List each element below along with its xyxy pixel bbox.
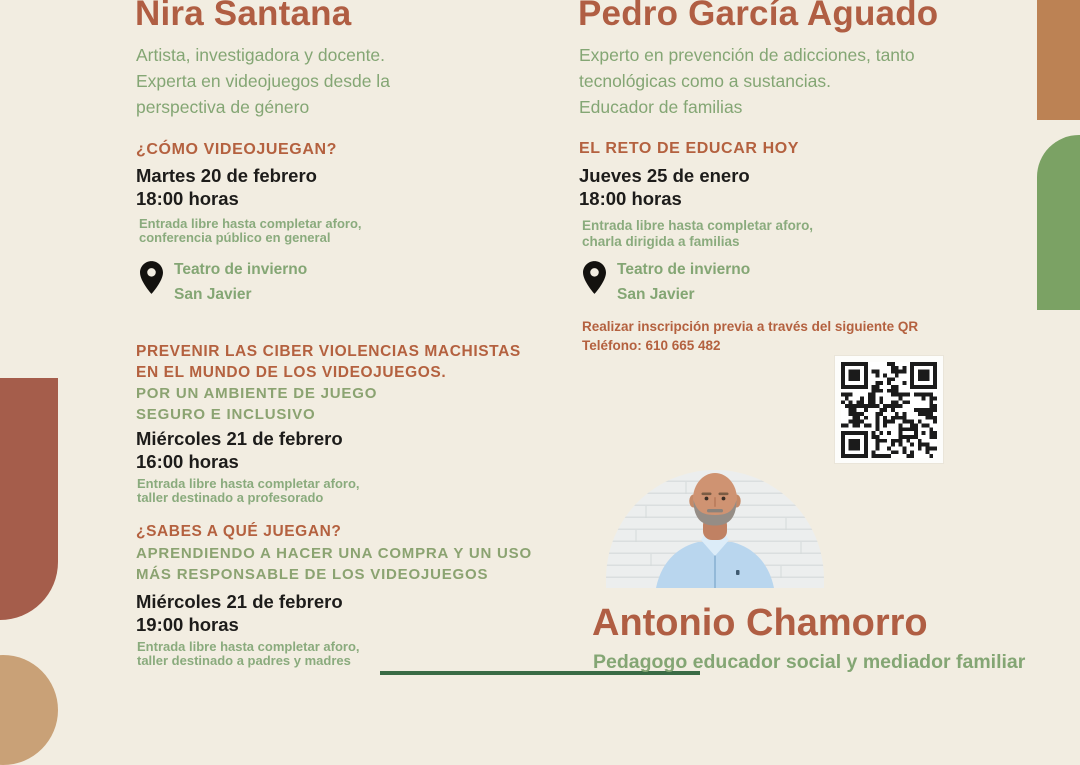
pedro-bio-line3: Educador de familias (579, 97, 743, 117)
event-r-time: 18:00 horas (579, 188, 682, 209)
speaker-name-pedro-garcia-aguado: Pedro García Aguado (578, 0, 939, 33)
event1-date: Martes 20 de febrero (136, 165, 317, 186)
pedro-bio-line1: Experto en prevención de adicciones, tanto (579, 45, 915, 65)
event1-title: ¿CÓMO VIDEOJUEGAN? (136, 141, 338, 158)
right-green-arch (1037, 135, 1080, 310)
event2-note-line2: taller destinado a profesorado (137, 489, 324, 505)
event3-subtitle-line2: MÁS RESPONSABLE DE LOS VIDEOJUEGOS (136, 566, 489, 583)
top-right-tan-rect (1037, 0, 1080, 120)
event2-title (136, 341, 521, 383)
antonio-bio: Pedagogo educador social y mediador familiar (593, 651, 1026, 673)
location-pin-icon (138, 260, 165, 295)
event2-title-line2: EN EL MUNDO DE LOS VIDEOJUEGOS. (136, 364, 447, 381)
nira-bio-line2: Experta en videojuegos desde la (136, 71, 390, 91)
nira-bio-line3: perspectiva de género (136, 97, 310, 117)
event1-venue (174, 258, 307, 307)
qr-code-image (841, 362, 937, 458)
event1-venue-line1: Teatro de invierno (174, 261, 308, 278)
event3-time: 19:00 horas (136, 614, 239, 635)
event-r-date: Jueves 25 de enero (579, 165, 750, 186)
inscription-text (582, 317, 918, 355)
event-r-venue (617, 258, 750, 307)
nira-bio-line1: Artista, investigadora y docente. (136, 45, 386, 65)
speaker-name-nira-santana: Nira Santana (135, 0, 352, 33)
nira-bio (136, 42, 390, 120)
speaker-photo-antonio-chamorro (606, 470, 824, 588)
event2-subtitle (136, 383, 377, 425)
event3-subtitle (136, 543, 532, 585)
event1-venue-line2: San Javier (174, 285, 252, 303)
event1-datetime (136, 164, 317, 210)
event1-time: 18:00 horas (136, 188, 239, 209)
speaker-name-antonio-chamorro: Antonio Chamorro (592, 602, 928, 644)
inscription-line1: Realizar inscripción previa a través del siguiente QR (582, 319, 919, 334)
event1-location (138, 258, 307, 307)
event2-datetime (136, 427, 343, 473)
event1-note-line1: Entrada libre hasta completar aforo, (139, 216, 362, 231)
event3-date: Miércoles 21 de febrero (136, 591, 343, 612)
inscription-line2: Teléfono: 610 665 482 (582, 338, 721, 353)
event2-title-line1: PREVENIR LAS CIBER VIOLENCIAS MACHISTAS (136, 343, 521, 360)
event-r-venue-line1: Teatro de invierno (617, 261, 751, 278)
event-r-note (582, 218, 813, 250)
event2-time: 16:00 horas (136, 451, 239, 472)
event3-note (137, 640, 360, 667)
event-r-note-line2: charla dirigida a familias (582, 234, 740, 249)
event-r-datetime (579, 164, 750, 210)
event3-datetime (136, 590, 343, 636)
event2-date: Miércoles 21 de febrero (136, 428, 343, 449)
bottom-left-tan-circle (0, 655, 58, 765)
event-r-location (581, 258, 750, 307)
event2-subtitle-line1: POR UN AMBIENTE DE JUEGO (136, 385, 378, 402)
location-pin-icon (581, 260, 608, 295)
portrait-illustration (606, 470, 824, 588)
event2-note-line1: Entrada libre hasta completar aforo, (137, 476, 360, 491)
event1-note (139, 217, 362, 244)
event3-subtitle-line1: APRENDIENDO A HACER UNA COMPRA Y UN USO (136, 545, 532, 562)
left-terracotta-shape (0, 378, 58, 620)
qr-code (835, 356, 943, 463)
event-r-venue-line2: San Javier (617, 285, 695, 303)
event3-note-line2: taller destinado a padres y madres (137, 652, 351, 668)
event1-note-line2: conferencia público en general (139, 229, 331, 245)
event-r-title: EL RETO DE EDUCAR HOY (579, 140, 800, 157)
event3-title: ¿SABES A QUÉ JUEGAN? (136, 523, 342, 540)
event2-subtitle-line2: SEGURO E INCLUSIVO (136, 406, 316, 423)
event2-note (137, 477, 360, 504)
pedro-bio (579, 42, 915, 120)
event3-note-line1: Entrada libre hasta completar aforo, (137, 639, 360, 654)
pedro-bio-line2: tecnológicas como a sustancias. (579, 71, 831, 91)
event-r-note-line1: Entrada libre hasta completar aforo, (582, 218, 814, 233)
